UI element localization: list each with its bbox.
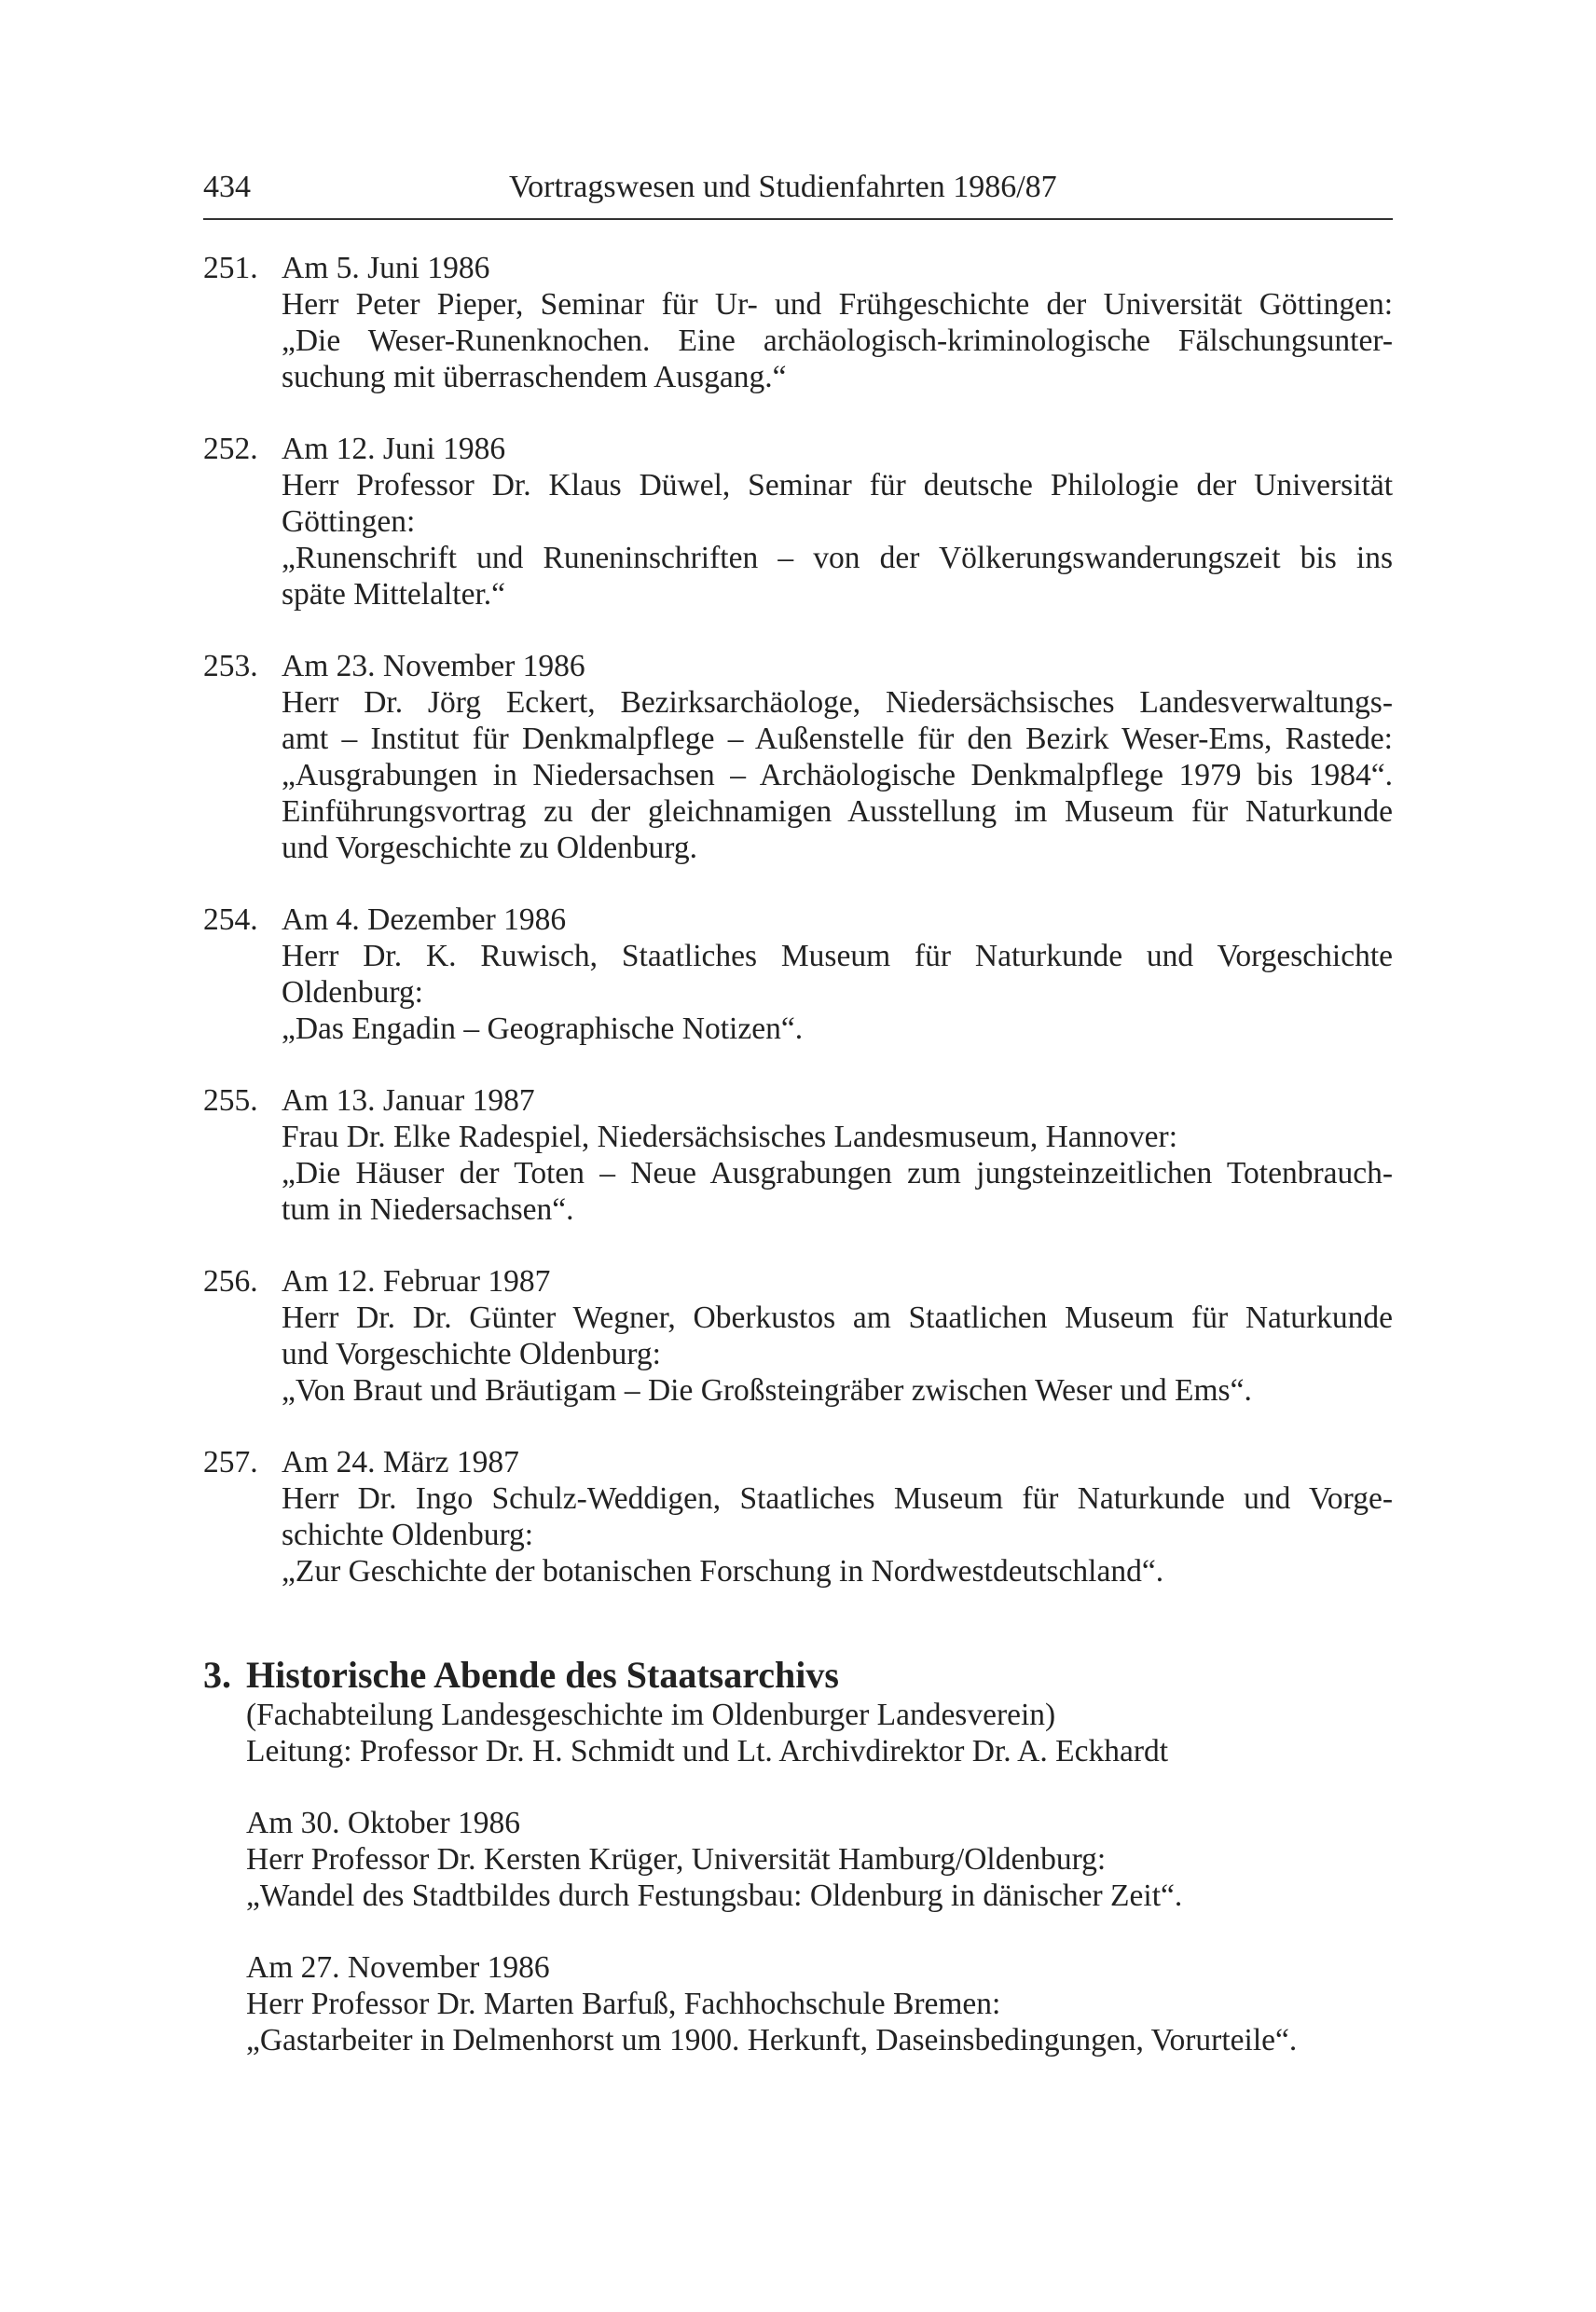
section-entry: [246, 1949, 1393, 2058]
lecture-entry: [203, 250, 1393, 395]
lecture-date: Am 13. Januar 1987: [282, 1083, 535, 1118]
lecture-line: „Die Häuser der Toten – Neue Ausgrabungen zum jungsteinzeitlichen Totenbrauch-: [282, 1156, 1393, 1190]
section-entry-date: Am 27. November 1986: [246, 1950, 550, 1985]
section-entry-line: „Gastarbeiter in Delmenhorst um 1900. Herkunft, Daseinsbedingungen, Vorurteile“.: [246, 2023, 1298, 2057]
section-entry-date: Am 30. Oktober 1986: [246, 1806, 521, 1840]
lecture-line: „Runenschrift und Runeninschriften – von der Völkerungswanderungszeit bis ins: [282, 541, 1393, 575]
lecture-line: „Das Engadin – Geographische Notizen“.: [282, 1012, 804, 1046]
lecture-line: suchung mit überraschendem Ausgang.“: [282, 360, 787, 394]
lecture-line: Herr Professor Dr. Klaus Düwel, Seminar für deutsche Philologie der Universität: [282, 468, 1393, 502]
lecture-number: 255.: [203, 1083, 258, 1118]
running-title: Vortragswesen und Studienfahrten 1986/87: [509, 170, 1057, 204]
lecture-number: 252.: [203, 432, 258, 466]
lecture-date: Am 5. Juni 1986: [282, 251, 490, 285]
lecture-line: Einführungsvortrag zu der gleichnamigen Ausstellung im Museum für Naturkunde: [282, 794, 1393, 829]
lecture-line: tum in Niedersachsen“.: [282, 1192, 574, 1227]
lecture-line: Göttingen:: [282, 504, 416, 539]
lecture-number: 254.: [203, 902, 258, 937]
lecture-line: Herr Peter Pieper, Seminar für Ur- und Frühgeschichte der Universität Göttingen:: [282, 287, 1393, 322]
lecture-entry: [203, 648, 1393, 866]
section-entry-line: Herr Professor Dr. Kersten Krüger, Universität Hamburg/Oldenburg:: [246, 1842, 1107, 1877]
lecture-entry: [203, 431, 1393, 612]
page-header: [203, 162, 1393, 220]
section-entry: [246, 1805, 1393, 1914]
lecture-line: und Vorgeschichte zu Oldenburg.: [282, 831, 697, 865]
lecture-number: 251.: [203, 251, 258, 285]
lecture-entry: [203, 1263, 1393, 1409]
lecture-entry: [203, 1082, 1393, 1228]
lecture-line: Frau Dr. Elke Radespiel, Niedersächsisches Landesmuseum, Hannover:: [282, 1120, 1177, 1154]
lecture-line: Oldenburg:: [282, 975, 423, 1010]
section-historische-abende: [203, 1654, 1393, 2094]
section-title: Historische Abende des Staatsarchivs: [246, 1654, 839, 1696]
lecture-date: Am 24. März 1987: [282, 1445, 519, 1479]
lecture-number: 257.: [203, 1445, 258, 1479]
lecture-entry: [203, 901, 1393, 1047]
lecture-date: Am 23. November 1986: [282, 649, 585, 683]
section-entry-list: [203, 1805, 1393, 2058]
section-subtitle: (Fachabteilung Landesgeschichte im Oldenburger Landesverein): [246, 1698, 1056, 1732]
lecture-line: amt – Institut für Denkmalpflege – Außenstelle für den Bezirk Weser-Ems, Rastede:: [282, 722, 1393, 756]
section-entry-line: Herr Professor Dr. Marten Barfuß, Fachhochschule Bremen:: [246, 1987, 1001, 2021]
lecture-line: „Ausgrabungen in Niedersachsen – Archäologische Denkmalpflege 1979 bis 1984“.: [282, 758, 1393, 792]
section-leadership: Leitung: Professor Dr. H. Schmidt und Lt. Archivdirektor Dr. A. Eckhardt: [246, 1734, 1169, 1768]
lecture-line: „Die Weser-Runenknochen. Eine archäologisch-kriminologische Fälschungsunter-: [282, 323, 1393, 358]
lecture-line: Herr Dr. Dr. Günter Wegner, Oberkustos am Staatlichen Museum für Naturkunde: [282, 1300, 1393, 1335]
lecture-entry: [203, 1444, 1393, 1590]
lecture-date: Am 12. Februar 1987: [282, 1264, 551, 1299]
lecture-list: [203, 250, 1393, 1625]
section-entry-line: „Wandel des Stadtbildes durch Festungsbau: Oldenburg in dänischer Zeit“.: [246, 1878, 1183, 1913]
lecture-line: „Von Braut und Bräutigam – Die Großsteingräber zwischen Weser und Ems“.: [282, 1373, 1252, 1408]
lecture-line: schichte Oldenburg:: [282, 1518, 534, 1552]
lecture-line: späte Mittelalter.“: [282, 577, 505, 612]
page-number: 434: [203, 170, 251, 204]
lecture-number: 256.: [203, 1264, 258, 1299]
lecture-line: Herr Dr. Ingo Schulz-Weddigen, Staatliches Museum für Naturkunde und Vorge-: [282, 1481, 1393, 1516]
lecture-number: 253.: [203, 649, 258, 683]
lecture-line: „Zur Geschichte der botanischen Forschung in Nordwestdeutschland“.: [282, 1554, 1164, 1589]
lecture-date: Am 4. Dezember 1986: [282, 902, 567, 937]
lecture-line: und Vorgeschichte Oldenburg:: [282, 1337, 661, 1371]
section-heading: [203, 1654, 1393, 1697]
lecture-date: Am 12. Juni 1986: [282, 432, 506, 466]
lecture-line: Herr Dr. K. Ruwisch, Staatliches Museum für Naturkunde und Vorgeschichte: [282, 939, 1393, 973]
lecture-line: Herr Dr. Jörg Eckert, Bezirksarchäologe, Niedersächsisches Landesverwaltungs-: [282, 685, 1393, 720]
section-number: 3.: [203, 1654, 231, 1696]
